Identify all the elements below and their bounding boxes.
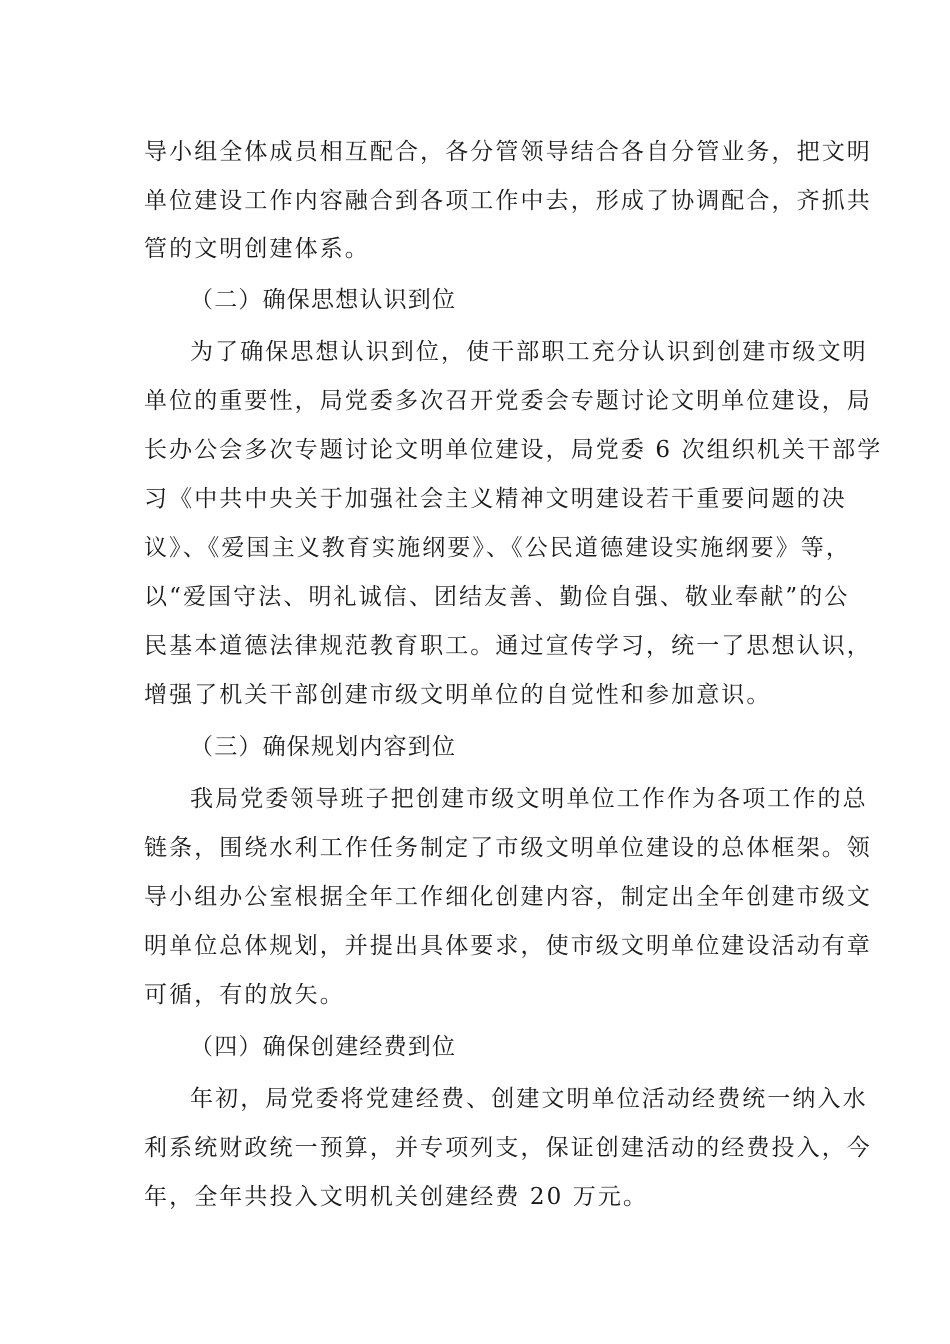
paragraph-line: 年初，局党委将党建经费、创建文明单位活动经费统一纳入水: [190, 1086, 868, 1112]
paragraph-line: 长办公会多次专题讨论文明单位建设，局党委 6 次组织机关干部学: [144, 437, 883, 463]
paragraph-line: 单位建设工作内容融合到各项工作中去，形成了协调配合，齐抓共: [144, 188, 872, 214]
paragraph-line: 年，全年共投入文明机关创建经费 20 万元。: [144, 1184, 649, 1210]
paragraph-line: 以“爱国守法、明礼诚信、团结友善、勤俭自强、敬业奉献”的公: [144, 584, 850, 610]
paragraph-line: 明单位总体规划，并提出具体要求，使市级文明单位建设活动有章: [144, 933, 872, 959]
paragraph-line: 管的文明创建体系。: [144, 236, 370, 262]
paragraph-line: 我局党委领导班子把创建市级文明单位工作作为各项工作的总: [190, 786, 868, 812]
paragraph-line: 链条，围绕水利工作任务制定了市级文明单位建设的总体框架。领: [144, 835, 872, 861]
paragraph-line: 可循，有的放矢。: [144, 982, 345, 1008]
paragraph-line: 导小组办公室根据全年工作细化创建内容，制定出全年创建市级文: [144, 884, 872, 910]
section-heading: （三）确保规划内容到位: [190, 734, 457, 760]
paragraph-line: 议》、《爱国主义教育实施纲要》、《公民道德建设实施纲要》等，: [144, 535, 851, 561]
section-heading: （四）确保创建经费到位: [190, 1034, 457, 1060]
paragraph-line: 为了确保思想认识到位，使干部职工充分认识到创建市级文明: [190, 339, 868, 365]
paragraph-line: 利系统财政统一预算，并专项列支，保证创建活动的经费投入，今: [144, 1135, 872, 1161]
paragraph-line: 增强了机关干部创建市级文明单位的自觉性和参加意识。: [144, 682, 772, 708]
paragraph-line: 民基本道德法律规范教育职工。通过宣传学习，统一了思想认识，: [144, 633, 872, 659]
paragraph-line: 导小组全体成员相互配合，各分管领导结合各自分管业务，把文明: [144, 139, 872, 165]
paragraph-line: 习《中共中央关于加强社会主义精神文明建设若干重要问题的决: [144, 486, 847, 512]
paragraph-line: 单位的重要性，局党委多次召开党委会专题讨论文明单位建设，局: [144, 388, 872, 414]
section-heading: （二）确保思想认识到位: [190, 287, 457, 313]
